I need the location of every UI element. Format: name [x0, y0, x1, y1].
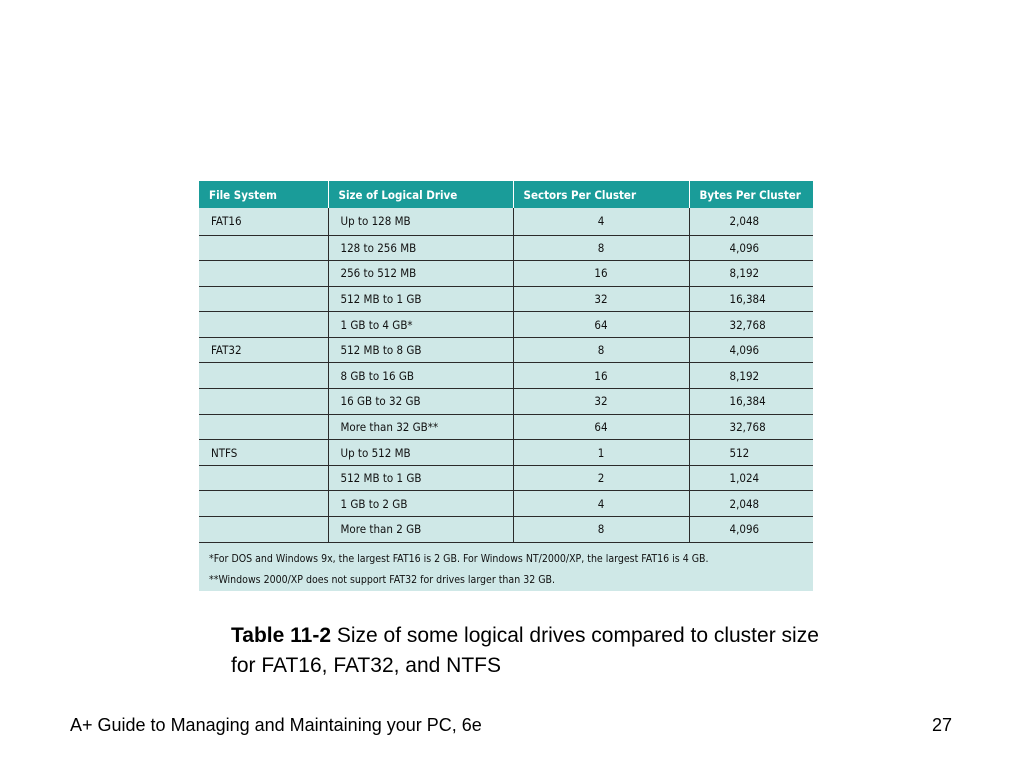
cell-sectors-per-cluster: 8: [513, 517, 689, 543]
table-header-row: [199, 181, 813, 208]
table-row: [199, 465, 813, 491]
cell-size-of-logical-drive: 256 to 512 MB: [328, 261, 513, 287]
table-row: [199, 208, 813, 235]
cell-bytes-per-cluster: 4,096: [689, 337, 813, 363]
cell-file-system: [199, 312, 328, 338]
cell-bytes-per-cluster: 512: [689, 440, 813, 466]
cell-file-system: FAT32: [199, 337, 328, 363]
table-note-2: **Windows 2000/XP does not support FAT32 for drives larger than 32 GB.: [209, 574, 556, 586]
cell-sectors-per-cluster: 32: [513, 286, 689, 312]
cell-size-of-logical-drive: 8 GB to 16 GB: [328, 363, 513, 389]
cell-file-system: [199, 389, 328, 415]
header-file-system: File System: [199, 181, 328, 208]
footer-book-title: A+ Guide to Managing and Maintaining your PC, 6e: [70, 715, 482, 735]
cell-size-of-logical-drive: 512 MB to 8 GB: [328, 337, 513, 363]
table-row: [199, 440, 813, 466]
cell-sectors-per-cluster: 8: [513, 235, 689, 261]
cell-sectors-per-cluster: 4: [513, 491, 689, 517]
cell-sectors-per-cluster: 1: [513, 440, 689, 466]
cell-file-system: [199, 286, 328, 312]
table-row: [199, 491, 813, 517]
table-row: [199, 286, 813, 312]
cell-file-system: FAT16: [199, 208, 328, 235]
header-sectors-per-cluster: Sectors Per Cluster: [513, 181, 689, 208]
cell-bytes-per-cluster: 4,096: [689, 517, 813, 543]
cell-sectors-per-cluster: 16: [513, 261, 689, 287]
cell-sectors-per-cluster: 64: [513, 414, 689, 440]
cell-file-system: [199, 414, 328, 440]
table-row: [199, 235, 813, 261]
cell-size-of-logical-drive: 1 GB to 4 GB*: [328, 312, 513, 338]
caption-text: Size of some logical drives compared to cluster size for FAT16, FAT32, and NTFS: [231, 624, 819, 677]
cell-bytes-per-cluster: 16,384: [689, 286, 813, 312]
table-row: [199, 414, 813, 440]
cell-bytes-per-cluster: 1,024: [689, 465, 813, 491]
cell-file-system: [199, 363, 328, 389]
cluster-size-table: [199, 181, 813, 543]
cell-size-of-logical-drive: 16 GB to 32 GB: [328, 389, 513, 415]
table-row: [199, 389, 813, 415]
table-row: [199, 312, 813, 338]
cell-file-system: [199, 261, 328, 287]
cell-size-of-logical-drive: Up to 128 MB: [328, 208, 513, 235]
table-notes: [209, 549, 709, 591]
cell-sectors-per-cluster: 2: [513, 465, 689, 491]
cell-file-system: [199, 491, 328, 517]
cell-size-of-logical-drive: 512 MB to 1 GB: [328, 465, 513, 491]
cell-bytes-per-cluster: 32,768: [689, 414, 813, 440]
cell-size-of-logical-drive: 512 MB to 1 GB: [328, 286, 513, 312]
cell-sectors-per-cluster: 32: [513, 389, 689, 415]
cell-file-system: [199, 465, 328, 491]
table-row: [199, 261, 813, 287]
cluster-size-table-panel: [199, 181, 813, 591]
table-note-1: *For DOS and Windows 9x, the largest FAT16 is 2 GB. For Windows NT/2000/XP, the largest FAT16 is 4 GB.: [209, 553, 709, 565]
cell-size-of-logical-drive: Up to 512 MB: [328, 440, 513, 466]
cell-sectors-per-cluster: 64: [513, 312, 689, 338]
header-bytes-per-cluster: Bytes Per Cluster: [689, 181, 813, 208]
cell-sectors-per-cluster: 8: [513, 337, 689, 363]
cell-sectors-per-cluster: 16: [513, 363, 689, 389]
table-body: [199, 208, 813, 542]
cell-sectors-per-cluster: 4: [513, 208, 689, 235]
cell-file-system: NTFS: [199, 440, 328, 466]
cell-bytes-per-cluster: 8,192: [689, 261, 813, 287]
cell-size-of-logical-drive: More than 32 GB**: [328, 414, 513, 440]
header-size-of-logical-drive: Size of Logical Drive: [328, 181, 513, 208]
page-number: 27: [931, 715, 952, 735]
cell-bytes-per-cluster: 2,048: [689, 491, 813, 517]
cell-bytes-per-cluster: 4,096: [689, 235, 813, 261]
table-row: [199, 363, 813, 389]
cell-file-system: [199, 235, 328, 261]
cell-size-of-logical-drive: More than 2 GB: [328, 517, 513, 543]
table-row: [199, 517, 813, 543]
cell-bytes-per-cluster: 32,768: [689, 312, 813, 338]
cell-file-system: [199, 517, 328, 543]
table-row: [199, 337, 813, 363]
caption-label: Table 11-2: [231, 624, 331, 647]
table-caption: [231, 621, 831, 681]
cell-size-of-logical-drive: 1 GB to 2 GB: [328, 491, 513, 517]
cell-bytes-per-cluster: 2,048: [689, 208, 813, 235]
cell-bytes-per-cluster: 8,192: [689, 363, 813, 389]
cell-size-of-logical-drive: 128 to 256 MB: [328, 235, 513, 261]
cell-bytes-per-cluster: 16,384: [689, 389, 813, 415]
